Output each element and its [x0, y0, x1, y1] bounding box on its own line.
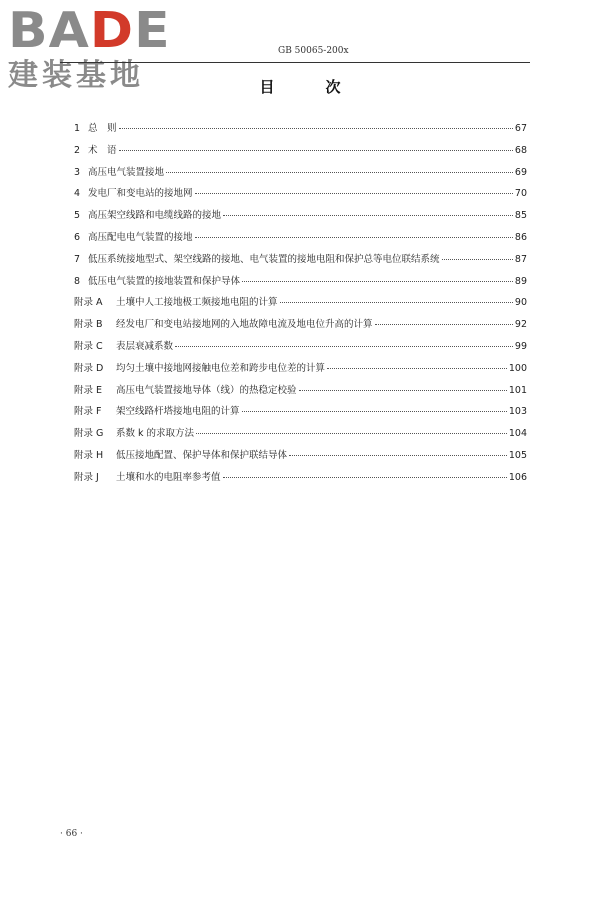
toc-entry[interactable] — [74, 120, 527, 142]
toc-entry-label: 术 语 — [88, 144, 117, 156]
toc-leader-dots — [175, 346, 513, 347]
toc-entry-page: 85 — [514, 210, 527, 222]
toc-leader-dots — [442, 259, 513, 260]
toc-entry-label: 经发电厂和变电站接地网的入地故障电流及地电位升高的计算 — [116, 319, 373, 331]
toc-entry-label: 低压系统接地型式、架空线路的接地、电气装置的接地电阻和保护总等电位联结系统 — [88, 253, 440, 265]
toc-entry-page: 70 — [514, 188, 527, 200]
standard-code: GB 50065-200x — [278, 46, 349, 56]
toc-entry[interactable] — [74, 294, 527, 316]
toc-entry[interactable] — [74, 447, 527, 469]
toc-entry-page: 86 — [514, 231, 527, 243]
toc-entry[interactable] — [74, 207, 527, 229]
toc-entry-number: 附录 F — [74, 406, 102, 418]
toc-leader-dots — [289, 455, 507, 456]
toc-entry-page: 90 — [514, 297, 527, 309]
toc-entry-label: 表层衰减系数 — [116, 340, 174, 352]
toc-entry-label: 高压电气装置接地 — [88, 166, 165, 178]
toc-entry-number: 附录 H — [74, 449, 104, 461]
toc-entry-page: 101 — [508, 384, 527, 396]
toc-leader-dots — [195, 193, 513, 194]
toc-entry-label: 系数 k 的求取方法 — [116, 428, 195, 440]
toc-entry-label: 架空线路杆塔接地电阻的计算 — [116, 406, 240, 418]
toc-leader-dots — [195, 237, 513, 238]
toc-entry-number: 4 — [74, 188, 81, 200]
page-title: 目 次 — [259, 78, 359, 96]
toc-entry[interactable] — [74, 185, 527, 207]
toc-leader-dots — [280, 302, 513, 303]
toc-entry-page: 99 — [514, 340, 527, 352]
toc-entry-label: 低压接地配置、保护导体和保护联结导体 — [116, 449, 288, 461]
toc-entry-page: 69 — [514, 166, 527, 178]
toc-entry[interactable] — [74, 338, 527, 360]
toc-leader-dots — [166, 172, 513, 173]
toc-entry-number: 附录 B — [74, 319, 103, 331]
toc-entry[interactable] — [74, 425, 527, 447]
toc-entry-number: 3 — [74, 166, 81, 178]
toc-entry-page: 67 — [514, 123, 527, 134]
toc-entry[interactable] — [74, 316, 527, 338]
toc-leader-dots — [242, 411, 507, 412]
toc-entry[interactable] — [74, 360, 527, 382]
toc-entry-number: 附录 E — [74, 384, 103, 396]
toc-entry-number: 附录 J — [74, 471, 99, 483]
toc-entry[interactable] — [74, 469, 527, 491]
toc-entry-label: 高压架空线路和电缆线路的接地 — [88, 210, 222, 222]
toc-entry-number: 8 — [74, 275, 81, 287]
toc-leader-dots — [119, 128, 513, 129]
header-rule — [60, 62, 530, 63]
toc-entry-page: 100 — [508, 362, 527, 374]
toc-leader-dots — [375, 324, 513, 325]
toc-entry-label: 低压电气装置的接地装置和保护导体 — [88, 275, 241, 287]
toc-entry-number: 附录 G — [74, 428, 104, 440]
toc-leader-dots — [327, 368, 507, 369]
logo-cjk-text: 建装基地 — [8, 58, 144, 93]
toc-entry-label: 总 则 — [88, 123, 117, 134]
toc-entry[interactable] — [74, 273, 527, 295]
toc-entry-page: 103 — [508, 406, 527, 418]
toc-entry-label: 高压配电电气装置的接地 — [88, 231, 193, 243]
toc-leader-dots — [242, 281, 513, 282]
toc-entry-number: 7 — [74, 253, 81, 265]
toc-entry-number: 6 — [74, 231, 81, 243]
toc-entry-label: 发电厂和变电站的接地网 — [88, 188, 193, 200]
toc-entry-number: 2 — [74, 144, 81, 156]
toc-entry-page: 87 — [514, 253, 527, 265]
toc-entry[interactable] — [74, 382, 527, 404]
toc-entry-page: 92 — [514, 319, 527, 331]
toc-entry[interactable] — [74, 229, 527, 251]
logo-wordmark: BADE — [8, 2, 171, 60]
toc-entry-page: 68 — [514, 144, 527, 156]
toc-entry-label: 土壤和水的电阻率参考值 — [116, 471, 221, 483]
toc-entry-page: 104 — [508, 428, 527, 440]
toc-entry-label: 土壤中人工接地极工频接地电阻的计算 — [116, 297, 278, 309]
toc-leader-dots — [119, 150, 513, 151]
toc-entry-number: 附录 C — [74, 340, 103, 352]
table-of-contents — [74, 120, 527, 491]
toc-leader-dots — [299, 390, 507, 391]
toc-leader-dots — [223, 215, 513, 216]
toc-entry-number: 附录 A — [74, 297, 103, 309]
toc-leader-dots — [223, 477, 507, 478]
toc-entry[interactable] — [74, 251, 527, 273]
toc-entry-label: 均匀土壤中接地网接触电位差和跨步电位差的计算 — [116, 362, 326, 374]
toc-entry-label: 高压电气装置接地导体（线）的热稳定校验 — [116, 384, 297, 396]
toc-entry-number: 1 — [74, 123, 81, 134]
toc-leader-dots — [196, 433, 507, 434]
page-number: · 66 · — [60, 829, 83, 839]
toc-entry-page: 106 — [508, 471, 527, 483]
toc-entry[interactable] — [74, 142, 527, 164]
toc-entry-number: 5 — [74, 210, 81, 222]
toc-entry-page: 89 — [514, 275, 527, 287]
toc-entry-page: 105 — [508, 449, 527, 461]
toc-entry[interactable] — [74, 164, 527, 186]
toc-entry-number: 附录 D — [74, 362, 104, 374]
toc-entry[interactable] — [74, 403, 527, 425]
